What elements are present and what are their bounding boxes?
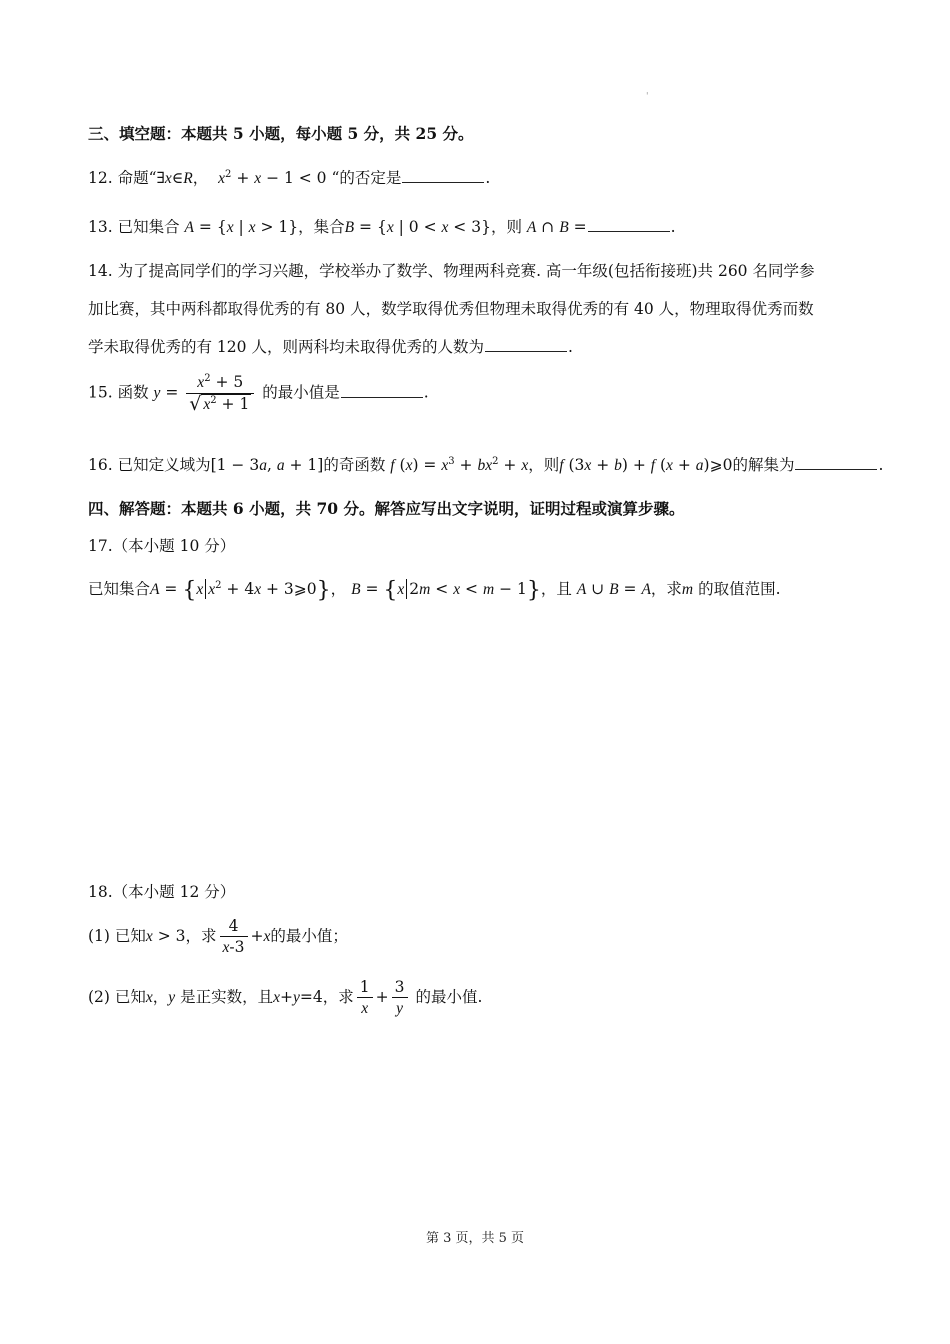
question-14-line3: 学未取得优秀的有 120 人，则两科均未取得优秀的人数为 . [88, 338, 573, 356]
q13-answer-blank [588, 217, 670, 232]
q15-answer-blank [341, 383, 423, 398]
question-18-head: 18.（本小题 12 分） [88, 883, 236, 901]
header-mark: ' [646, 92, 649, 102]
question-18-part2: (2) 已知x，y 是正实数，且x+y=4，求 $\frac{1}{x}$ + $\frac{3}{y}$ 的最小值. [88, 978, 483, 1017]
section4-title: 四、解答题：本题共 6 小题，共 70 分。解答应写出文字说明，证明过程或演算步骤。 [88, 499, 685, 518]
question-13: 13. 已知集合 A = {x | x > 1}，集合B = {x | 0 < x < 3}，则 A ∩ B = . [88, 218, 676, 236]
q13-label: 13. 已知集合 [88, 218, 180, 236]
q18-fraction-2a: $\frac{1}{x}$ [357, 977, 373, 1019]
q18-fraction-1: $\frac{4}{x-3}$ [220, 916, 248, 958]
question-12: 12. 命题“∃x∈R， $x^2 + x - 1 < 0$ “的否定是 . [88, 169, 491, 187]
q12-answer-blank [402, 168, 484, 183]
page-footer: 第 3 页，共 5 页 [425, 1231, 525, 1246]
q14-answer-blank [485, 337, 567, 352]
q16-answer-blank [795, 455, 877, 470]
q12-tail: “的否定是 [326, 169, 402, 187]
question-18-part1: (1) 已知x > 3，求 $\frac{4}{x-3}$ +x的最小值； [88, 917, 348, 956]
question-14-line1: 14. 为了提高同学们的学习兴趣，学校举办了数学、物理两科竞赛. 高一年级(包括衔接班)共 260 名同学参 [88, 262, 815, 280]
q15-label: 15. 函数 [88, 383, 149, 402]
question-17-body: 已知集合A = {x $x^2 + 4x$ + 3⩾0}， B = {x 2m < x < m − 1}，且 A ∪ B = A，求m 的取值范围. [88, 578, 781, 603]
section3-title: 三、填空题：本题共 5 小题，每小题 5 分，共 25 分。 [88, 124, 474, 143]
q18-fraction-2b: $\frac{3}{y}$ [392, 977, 408, 1019]
q12-label: 12. 命题“ [88, 169, 157, 187]
question-14-line2: 加比赛，其中两科都取得优秀的有 80 人，数学取得优秀但物理未取得优秀的有 40 人，物理取得优秀而数 [88, 300, 814, 318]
question-17-head: 17.（本小题 10 分） [88, 537, 236, 555]
q16-label: 16. 已知定义域为 [88, 456, 211, 474]
question-15: 15. 函数 y = $\frac{x^2 + 5}{√ x^2 + 1}$ 的最小值是 . [88, 373, 429, 415]
question-16: 16. 已知定义域为[1 − 3a, a + 1]的奇函数 f $(x) = x^3 + bx^2 + x$，则f (3x + b) + f (x + a)⩾0的解集为 . [88, 456, 884, 474]
q15-fraction: $\frac{x^2 + 5}{√ x^2 + 1}$ [186, 372, 254, 415]
